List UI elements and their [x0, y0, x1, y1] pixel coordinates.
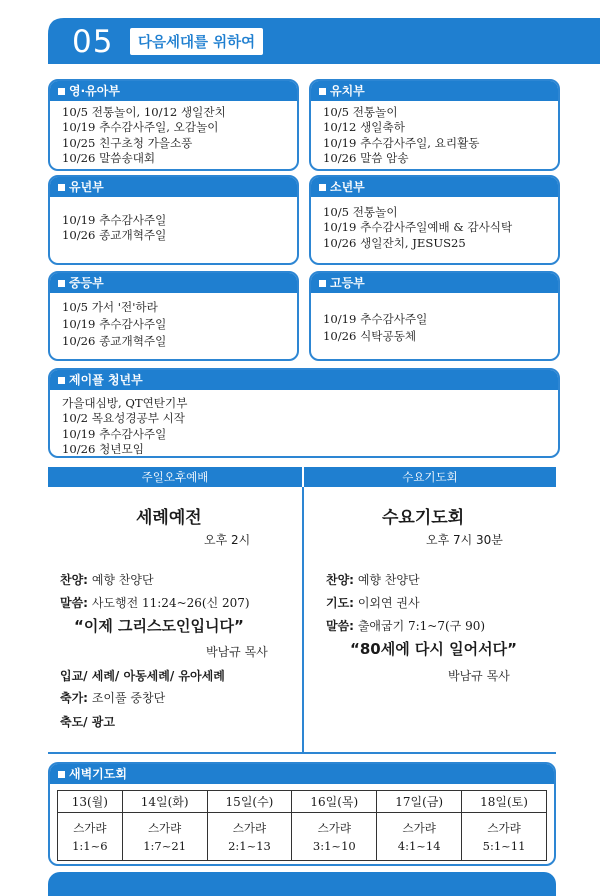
dept-line: 10/26 생일잔치, JESUS25: [323, 235, 466, 250]
reading-cell: 스가랴 4:1~14: [377, 813, 462, 861]
footer-bar: [48, 872, 556, 896]
dept-line: 10/26 말씀송대회: [62, 150, 156, 165]
day-cell: 17일(금): [377, 791, 462, 813]
section-title: 다음세대를 위하여: [130, 28, 263, 55]
dept-line: 10/5 가서 '전'하라: [62, 300, 158, 314]
dept-high-school: [309, 271, 560, 361]
dept-kindergarten: [309, 79, 560, 171]
dept-line: 10/25 친구초청 가을소풍: [62, 135, 193, 150]
wednesday-title: 수요기도회: [382, 508, 465, 528]
dept-name: 고등부: [330, 276, 365, 290]
worship-section: [48, 467, 556, 754]
dept-young-adults: [48, 368, 560, 458]
dept-name: 유년부: [69, 180, 104, 194]
section-number: 05: [72, 24, 114, 60]
wednesday-word: 말씀: 출애굽기 7:1~7(구 90): [326, 619, 486, 633]
dawn-prayer-box: [48, 762, 556, 866]
dept-line: 10/19 추수감사주일: [62, 426, 167, 441]
square-bullet-icon: [319, 184, 326, 191]
dept-line: 10/19 추수감사주일: [323, 312, 428, 326]
wednesday-column: [304, 487, 556, 754]
dept-line: 10/19 추수감사주일, 오감놀이: [62, 120, 219, 135]
reading-cell: 스가랴 1:1~6: [58, 813, 123, 861]
square-bullet-icon: [319, 280, 326, 287]
wednesday-sermon-title: “80세에 다시 일어서다”: [350, 640, 517, 658]
dept-middle-school: [48, 271, 299, 361]
square-bullet-icon: [319, 88, 326, 95]
square-bullet-icon: [58, 377, 65, 384]
dept-line: 10/26 말씀 암송: [323, 150, 409, 165]
dept-elementary: [48, 175, 299, 265]
dept-name: 소년부: [330, 180, 365, 194]
sunday-benediction: 축도/ 광고: [60, 715, 115, 729]
day-cell: 15일(수): [207, 791, 292, 813]
sunday-preacher: 박남규 목사: [206, 645, 268, 659]
dept-line: 10/26 식탁공동체: [323, 329, 417, 343]
dept-line: 10/12 생일축하: [323, 120, 405, 135]
sunday-praise: 찬양: 예향 찬양단: [60, 573, 154, 587]
square-bullet-icon: [58, 184, 65, 191]
reading-cell: 스가랴 1:7~21: [122, 813, 207, 861]
sunday-anthem: 축가: 조이풀 중창단: [60, 691, 166, 705]
wednesday-header: 수요기도회: [304, 467, 556, 487]
dawn-schedule-table: [57, 790, 547, 861]
dept-line: 10/26 청년모임: [62, 441, 144, 456]
day-cell: 14일(화): [122, 791, 207, 813]
sunday-rite: 입교/ 세례/ 아동세례/ 유아세례: [60, 669, 225, 683]
dept-name: 제이플 청년부: [69, 373, 143, 387]
dept-name: 영·유아부: [69, 84, 120, 98]
dept-line: 10/26 종교개혁주일: [62, 334, 167, 348]
wednesday-prayer: 기도: 이외연 권사: [326, 596, 420, 610]
dept-infant: [48, 79, 299, 171]
dept-line: 10/19 추수감사주일예배 & 감사식탁: [323, 220, 513, 235]
reading-cell: 스가랴 2:1~13: [207, 813, 292, 861]
sunday-word: 말씀: 사도행전 11:24~26(신 207): [60, 596, 250, 610]
day-cell: 18일(토): [462, 791, 547, 813]
dept-line: 10/19 추수감사주일: [62, 317, 167, 331]
dept-line: 10/19 추수감사주일: [62, 213, 167, 227]
dept-name: 중등부: [69, 276, 104, 290]
wednesday-preacher: 박남규 목사: [448, 669, 510, 683]
dept-line: 10/26 종교개혁주일: [62, 228, 167, 243]
dept-line: 10/5 전통놀이: [323, 205, 398, 219]
dept-line: 10/2 목요성경공부 시작: [62, 411, 186, 426]
day-cell: 13(월): [58, 791, 123, 813]
dept-line: 가을대심방, QT연탄기부: [62, 396, 188, 410]
dept-line: 10/5 전통놀이: [323, 105, 398, 119]
sunday-sermon-title: “이제 그리스도인입니다”: [74, 617, 244, 635]
square-bullet-icon: [58, 771, 65, 778]
reading-cell: 스가랴 3:1~10: [292, 813, 377, 861]
dawn-title: 새벽기도회: [69, 767, 127, 781]
dept-line: 10/5 전통놀이, 10/12 생일잔치: [62, 105, 226, 119]
wednesday-praise: 찬양: 예향 찬양단: [326, 573, 420, 587]
sunday-time: 오후 2시: [204, 533, 251, 547]
sunday-title: 세례예전: [136, 508, 202, 528]
square-bullet-icon: [58, 88, 65, 95]
sunday-header: 주일오후예배: [48, 467, 302, 487]
dept-name: 유치부: [330, 84, 365, 98]
square-bullet-icon: [58, 280, 65, 287]
dept-line: 10/19 추수감사주일, 요리활동: [323, 135, 480, 150]
sunday-column: [48, 487, 302, 754]
reading-cell: 스가랴 5:1~11: [462, 813, 547, 861]
wednesday-time: 오후 7시 30분: [426, 533, 503, 547]
day-cell: 16일(목): [292, 791, 377, 813]
dept-youth: [309, 175, 560, 265]
